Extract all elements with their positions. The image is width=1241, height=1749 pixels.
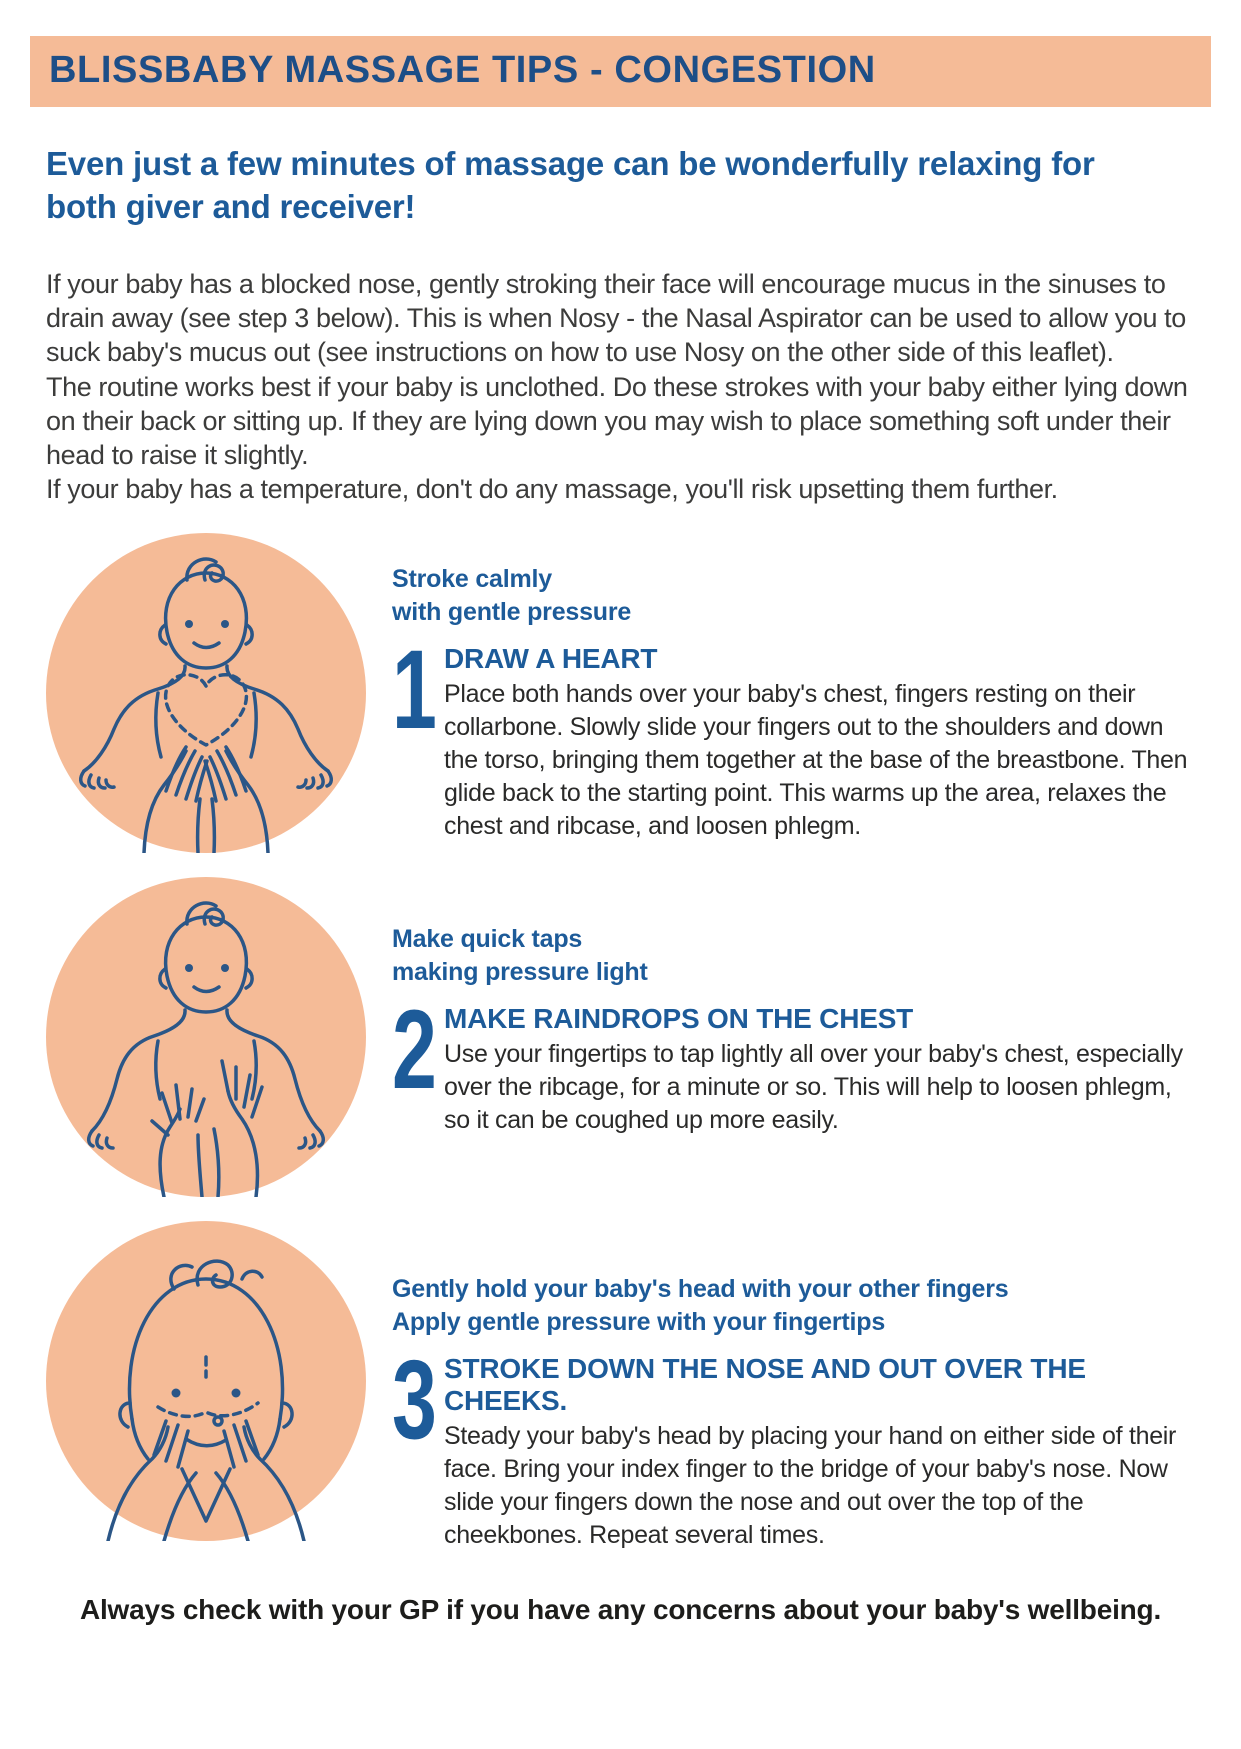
intro-body [46, 267, 1195, 507]
header-band [30, 36, 1211, 107]
step-3-main [392, 1336, 1195, 1552]
footer-note: Always check with your GP if you have any concerns about your baby's wellbeing. [79, 1593, 1162, 1625]
step-3-content [392, 1221, 1195, 1552]
step-hint-line: making pressure light [392, 957, 648, 986]
step-3-hint [392, 1273, 1195, 1339]
step-hint-line: Make quick taps [392, 924, 583, 953]
steps-section [46, 533, 1195, 1552]
step-row-3 [46, 1221, 1195, 1552]
step-1-hint [392, 563, 1195, 629]
step-number: 2 [392, 986, 437, 1112]
step-body: Steady your baby's head by placing your hand on either side of their face. Bring your index finger to the bridge of your baby's nose. Now slide your fingers down the nose and out over the top of the cheekbones. Repeat several times. [444, 1421, 1177, 1549]
step-row-1 [46, 533, 1195, 853]
step-2-main [392, 986, 1195, 1137]
page-title: BLISSBABY MASSAGE TIPS - CONGESTION [49, 49, 876, 91]
step-1-content [392, 533, 1195, 843]
step-hint-line: Stroke calmly [392, 564, 552, 593]
step-title: STROKE DOWN THE NOSE AND OUT OVER THE CHEEKS. [444, 1352, 1086, 1416]
step-2-content [392, 877, 1195, 1137]
intro-paragraph: If your baby has a temperature, don't do any massage, you'll risk upsetting them further. [46, 474, 1058, 505]
step-title: DRAW A HEART [444, 642, 658, 674]
step-hint-line: Apply gentle pressure with your fingertips [392, 1307, 886, 1336]
step-body: Use your fingertips to tap lightly all over your baby's chest, especially over the ribcage, for a minute or so. This will help to loosen phlegm, so it can be coughed up more easily. [444, 1039, 1183, 1134]
intro-heading: Even just a few minutes of massage can be wonderfully relaxing for both giver and receiver! [46, 145, 1095, 225]
step-row-2 [46, 877, 1195, 1197]
step-1-text [444, 643, 1195, 843]
step-2-hint [392, 923, 1195, 989]
step-2-text [444, 1003, 1195, 1137]
baby-heart-massage-illustration [46, 533, 366, 853]
step-3-text [444, 1353, 1195, 1552]
step-number: 1 [392, 626, 437, 752]
intro-paragraph: The routine works best if your baby is unclothed. Do these strokes with your baby either lying down on their back or sitting up. If they are lying down you may wish to place something soft under their head to raise it slightly. [46, 371, 1188, 471]
step-1-main [392, 626, 1195, 843]
content-area [30, 143, 1211, 1626]
baby-nose-stroke-illustration [46, 1221, 366, 1541]
step-hint-line: with gentle pressure [392, 597, 632, 626]
step-body: Place both hands over your baby's chest, fingers resting on their collarbone. Slowly slide your fingers out to the shoulders and down the torso, bringing them together at the base of the breastbone. Then glide back to the starting point. This warms up the area, relaxes the chest and ribcase, and loosen phlegm. [444, 679, 1188, 840]
baby-chest-tapping-illustration [46, 877, 366, 1197]
step-number: 3 [392, 1336, 437, 1462]
step-hint-line: Gently hold your baby's head with your other fingers [392, 1274, 1009, 1303]
step-title: MAKE RAINDROPS ON THE CHEST [444, 1002, 914, 1034]
intro-paragraph: If your baby has a blocked nose, gently stroking their face will encourage mucus in the sinuses to drain away (see step 3 below). This is when Nosy - the Nasal Aspirator can be used to allow you to suck baby's mucus out (see instructions on how to use Nosy on the other side of this leaflet). [46, 268, 1186, 368]
